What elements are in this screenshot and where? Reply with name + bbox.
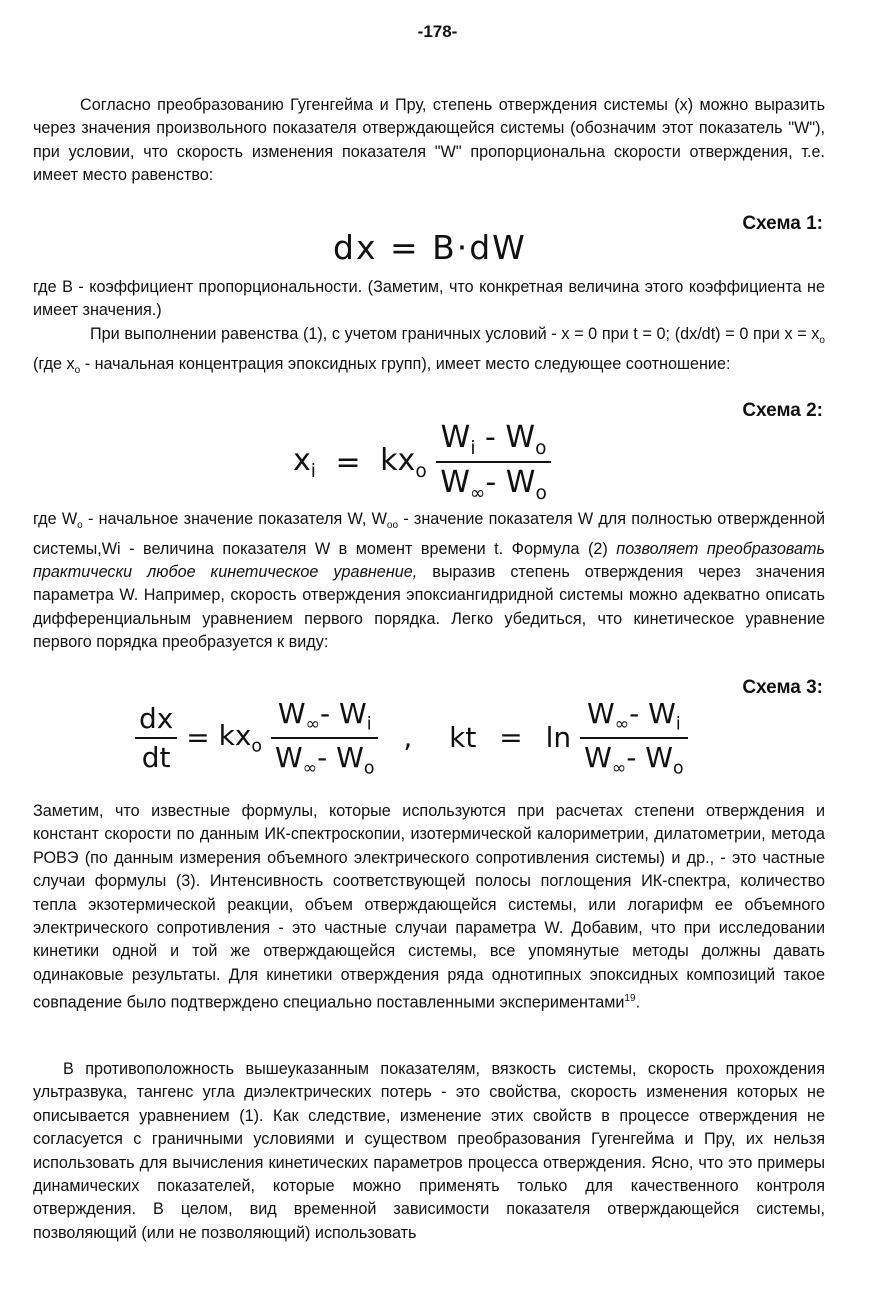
paragraph-3: При выполнении равенства (1), с учетом граничных условий - x = 0 при t = 0; (dx/dt) = 0 при $x = x_o$ (где $x_o$ - начальная концентрация эпоксидных групп), имеет место следующее соотношение: — [33, 325, 825, 376]
scheme-2-label: Схема 2: — [742, 400, 823, 421]
scheme-1-label: Схема 1: — [742, 213, 823, 234]
paragraph-5: Заметим, что известные формулы, которые используются при расчетах степени отверждения и констант скорости по данным ИК-спектроскопии, изотермической калориметрии, дилатометрии, метода РОВЭ (по данным измерения объемного электрического сопротивления системы) и др., - это частные случаи формулы (3). Интенсивность соответствующей полосы поглощения ИК-спектра, количество тепла экзотермической реакции, объем отверждающейся системы, или логарифм ее объемного электрического сопротивления - это частные случаи параметра W. Добавим, что при исследовании кинетики одной и той же отверждающейся системы, все упомянутые методы должны давать одинаковые результаты. Для кинетики отверждения ряда однотипных эпоксидных композиций такое совпадение было подтверждено специально поставленными экспериментами$^{19}$. — [33, 802, 825, 1012]
paragraph-2: где B - коэффициент пропорциональности. (Заметим, что конкретная величина этого коэффициента не имеет значения.) — [33, 278, 825, 320]
paragraph-1: Согласно преобразованию Гугенгейма и Пру, степень отверждения системы (x) можно выразить через значения произвольного показателя отверждающейся системы (обозначим этот показатель "W"), при условии, что скорость изменения показателя "W" пропорциональна скорости отверждения, т.е. имеет место равенство: — [33, 96, 825, 185]
page-number: -178- — [417, 22, 458, 41]
equation-1: dx = B·dW — [333, 228, 527, 267]
dx-dt-fraction: $\frac{dx}{dt}$ — [135, 702, 177, 774]
equation-2-fraction: $\frac{W_i - W_o}{W_\infty- W_o}$ — [436, 420, 551, 504]
paragraph-6: В противоположность вышеуказанным показателям, вязкость системы, скорость прохождения ультразвука, тангенс угла диэлектрических потерь - это свойства, скорость изменения которых не описывается уравнением (1). Как следствие, изменение этих свойств в процессе отверждения не согласуется с граничными условиями и существом преобразования Гугенгейма и Пру, их нельзя использовать для вычисления кинетических параметров процесса отверждения. Ясно, что это примеры динамических показателей, которые можно применять только для качественного контроля отверждения. В целом, вид временной зависимости показателя отверждающейся системы, позволяющий (или не позволяющий) использовать — [33, 1060, 825, 1242]
equation-3-fraction-2: $\frac{W_\infty- W_i}{W_\infty- W_o}$ — [580, 697, 687, 778]
scheme-3-label: Схема 3: — [742, 677, 823, 698]
equation-2: $x_i = kx_o$ $\frac{W_i - W_o}{W_\infty- W_o}$ — [293, 420, 551, 504]
equation-3: $\frac{dx}{dt}$ = $kx_o$ $\frac{W_\infty- W_i}{W_\infty- W_o}$ , kt = ln $\frac{W_\infty- W_i}{W_\infty- W_o}$ — [135, 697, 688, 778]
paragraph-4: где $W_o$ - начальное значение показателя W, $W_{oo}$ - значение показателя W для полностью отвержденной системы,Wi - величина показателя W в момент времени t. Формула (2) позволяет преобразовать практически любое кинетическое уравнение, выразив степень отверждения через значения параметра W. Например, скорость отверждения эпоксиангидридной системы можно адекватно описать дифференциальным уравнением первого порядка. Легко убедиться, что кинетическое уравнение первого порядка преобразуется к виду: — [33, 510, 825, 652]
equation-3-fraction-1: $\frac{W_\infty- W_i}{W_\infty- W_o}$ — [271, 697, 378, 778]
